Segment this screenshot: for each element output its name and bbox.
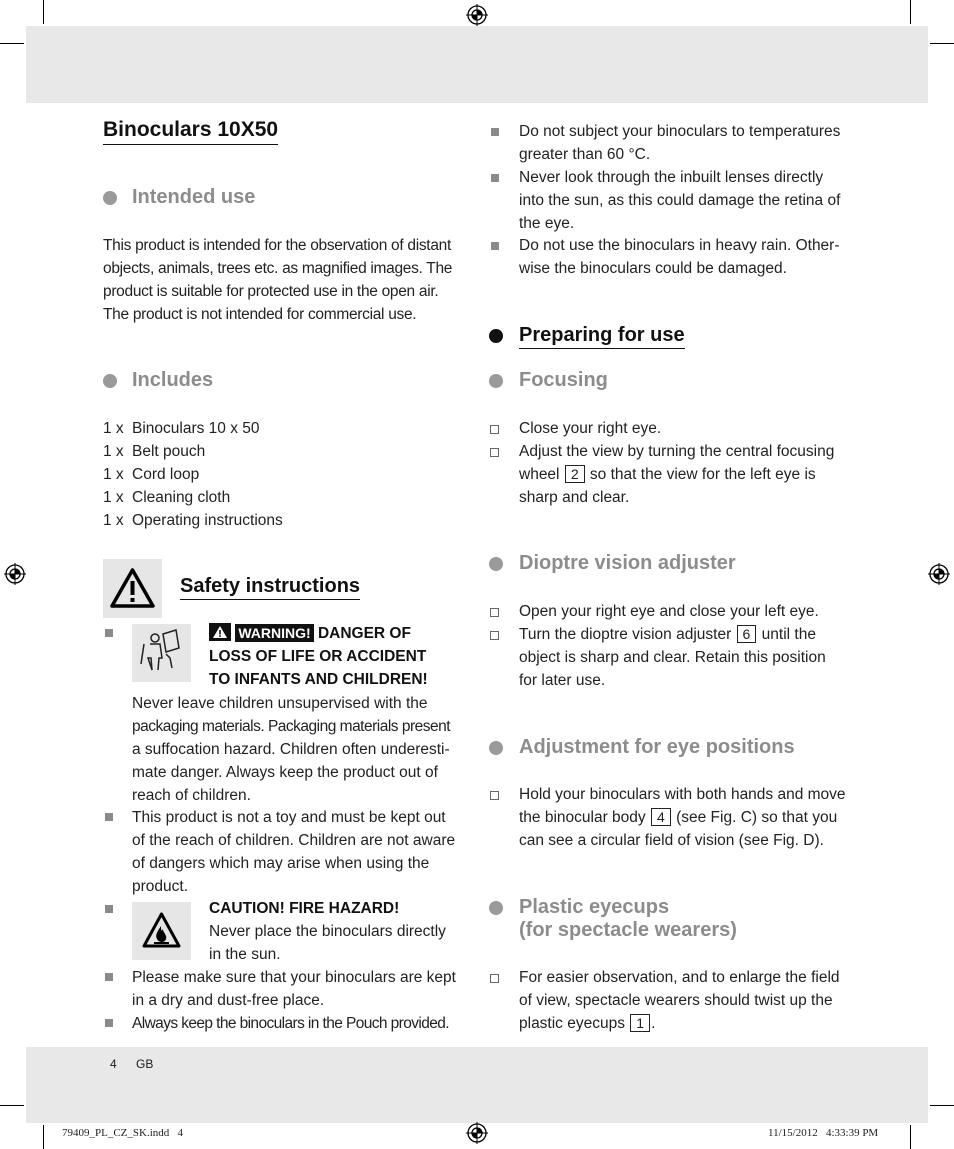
warning-triangle-icon [209,623,231,641]
print-timestamp: 11/15/2012 4:33:39 PM [768,1127,879,1139]
bullet-square-icon [491,174,499,182]
eye-positions-text: Hold your binoculars with both hands and move the binocular body 4 (see Fig. C) so that you can see a circular field of vision (see Fig. D). [519,786,846,849]
part-reference: 2 [565,465,585,483]
list-item: 1 x Binoculars 10 x 50 [103,420,260,437]
rain-text: Do not use the binoculars in heavy rain. Other- wise the binoculars could be damaged. [519,237,840,277]
crop-mark [43,0,44,24]
intended-use-heading: Intended use [132,186,256,208]
section-bullet-icon [489,557,503,571]
dry-text: Please make sure that your binoculars are kept in a dry and dust-free place. [132,969,456,1009]
step-checkbox-icon [490,791,499,800]
section-bullet-icon [103,191,117,205]
language-code: GB [136,1057,154,1071]
section-bullet-icon [489,374,503,388]
includes-list [103,417,283,532]
intended-use-text: This product is intended for the observation of distant objects, animals, trees etc. as magnified images. The product is suitable for protected use in the open air. The product is not intended for commercial use. [103,237,453,323]
dioptre-heading: Dioptre vision adjuster [519,552,736,574]
focusing-step-1: Close your right eye. [519,420,662,437]
crop-mark [910,1125,911,1149]
bullet-square-icon [105,1019,113,1027]
part-reference: 4 [651,808,671,826]
safety-heading: Safety instructions [180,574,360,600]
sun-text: Never look through the inbuilt lenses directly into the sun, as this could damage the retina of the eye. [519,169,841,232]
warning-text: Never leave children unsupervised with the packaging materials. Packaging materials present a suffocation hazard. Children often underesti- mate danger. Always keep the product out of reach of children. [132,695,451,804]
step-checkbox-icon [490,631,499,640]
eye-positions-heading: Adjustment for eye positions [519,736,795,758]
preparing-heading: Preparing for use [519,323,685,349]
footer-band [26,1047,928,1123]
part-reference: 1 [630,1014,650,1032]
focusing-heading: Focusing [519,369,608,391]
bullet-square-icon [105,813,113,821]
bullet-square-icon [105,973,113,981]
list-item: 1 x Cleaning cloth [103,489,231,506]
header-band [26,26,928,103]
page-title: Binoculars 10X50 [103,118,278,145]
registration-mark-icon [466,4,488,26]
section-bullet-icon [489,901,503,915]
crop-mark [0,43,24,44]
pouch-text: Always keep the binoculars in the Pouch provided. [132,1015,449,1032]
warning-label: WARNING! [235,624,313,642]
fire-hazard-icon [132,902,191,960]
step-checkbox-icon [490,448,499,457]
focusing-step-2: Adjust the view by turning the central focusing wheel 2 so that the view for the left eye is sharp and clear. [519,443,835,506]
child-hazard-icon [132,624,191,682]
step-checkbox-icon [490,608,499,617]
dioptre-step-2: Turn the dioptre vision adjuster 6 until the object is sharp and clear. Retain this position for later use. [519,626,826,689]
list-item: 1 x Belt pouch [103,443,206,460]
bullet-square-icon [105,629,113,637]
bullet-square-icon [105,905,113,913]
bullet-square-icon [491,128,499,136]
section-bullet-icon [103,374,117,388]
temperature-text: Do not subject your binoculars to temperatures greater than 60 °C. [519,123,841,163]
step-checkbox-icon [490,425,499,434]
list-item: 1 x Operating instructions [103,512,283,529]
safety-warning-icon [103,559,162,618]
registration-mark-icon [466,1122,488,1144]
list-item: 1 x Cord loop [103,466,200,483]
registration-mark-icon [4,563,26,585]
page-number: 4 [110,1057,117,1071]
crop-mark [43,1125,44,1149]
section-bullet-icon [489,329,503,343]
dioptre-step-1: Open your right eye and close your left eye. [519,603,819,620]
warning-block: WARNING! DANGER OF LOSS OF LIFE OR ACCIDENT TO INFANTS AND CHILDREN! [209,625,428,688]
crop-mark [0,1105,24,1106]
fire-block: CAUTION! FIRE HAZARD! Never place the binoculars directly in the sun. [209,900,446,963]
registration-mark-icon [928,563,950,585]
crop-mark [930,43,954,44]
toy-text: This product is not a toy and must be kept out of the reach of children. Children are not aware of dangers which may arise when using the product. [132,809,456,895]
eyecups-text: For easier observation, and to enlarge the field of view, spectacle wearers should twist up the plastic eyecups 1 . [519,969,840,1032]
part-reference: 6 [737,625,757,643]
crop-mark [930,1105,954,1106]
step-checkbox-icon [490,974,499,983]
file-name: 79409_PL_CZ_SK.indd 4 [62,1127,184,1139]
includes-heading: Includes [132,369,214,391]
crop-mark [910,0,911,24]
bullet-square-icon [491,242,499,250]
section-bullet-icon [489,741,503,755]
eyecups-heading: Plastic eyecups (for spectacle wearers) [519,896,737,941]
